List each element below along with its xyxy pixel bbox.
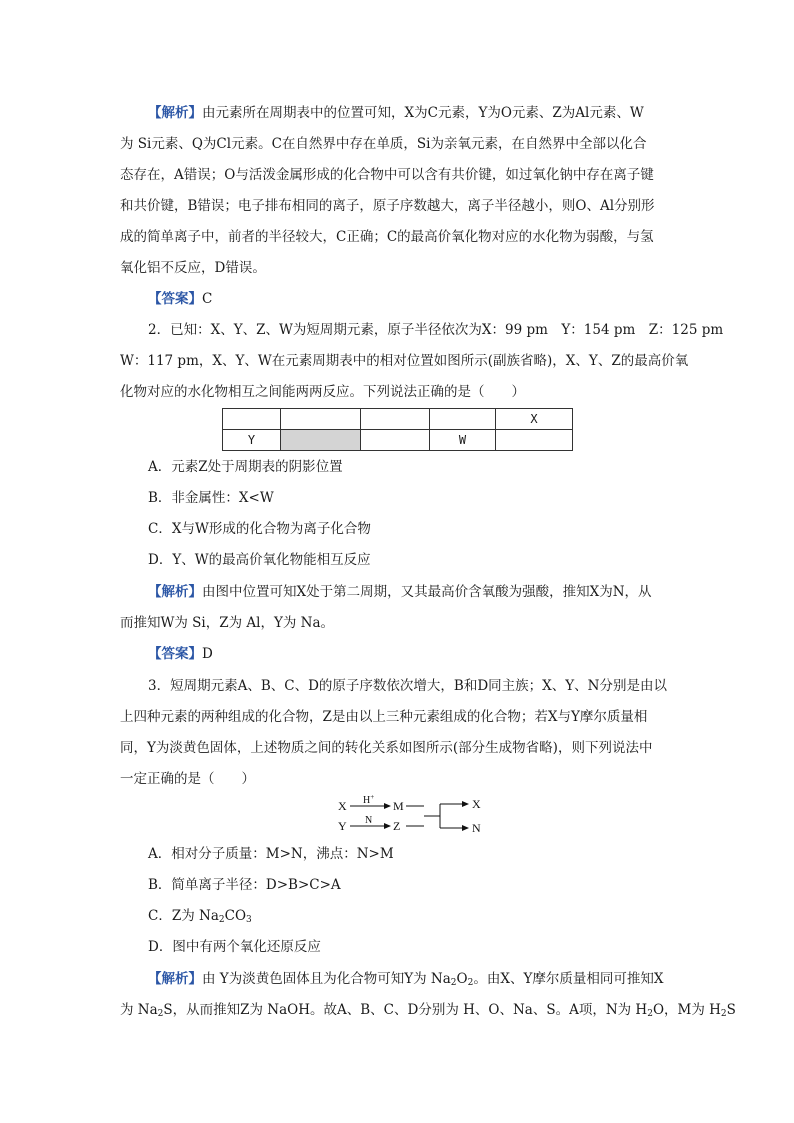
shaded-cell <box>281 430 361 451</box>
periodic-table-fragment <box>222 408 573 451</box>
table-cell: W <box>430 430 496 451</box>
table-cell: X <box>496 409 573 430</box>
table-cell: Y <box>223 430 281 451</box>
q3-stem-line-3: 同，Y为淡黄色固体，上述物质之间的转化关系如图所示(部分生成物省略)，则下列说法中 <box>120 740 653 756</box>
q1-explain-line-3: 态存在，A错误；O与活泼金属形成的化合物中可以含有共价键，如过氧化钠中存在离子键 <box>120 167 654 183</box>
q2-option-a: A．元素Z处于周期表的阴影位置 <box>148 459 343 475</box>
q3-explain-line-2: 为 $Na_2S$，从而推知Z为 NaOH。故A、B、C、D分别为 H、O、Na、S。A项，N为 $H_2O$，M为 $H_2S$ <box>120 1002 736 1019</box>
q2-option-b: B．非金属性：X<W <box>148 490 274 506</box>
q3-stem-line-4: 一定正确的是（ ） <box>120 771 255 787</box>
species-x-right: X <box>472 797 481 811</box>
q3-stem-line-2: 上四种元素的两种组成的化合物，Z是由以上三种元素组成的化合物；若X与Y摩尔质量相 <box>120 709 648 725</box>
species-y: Y <box>338 819 347 833</box>
q2-stem-line-2: W：117 pm，X、Y、W在元素周期表中的相对位置如图所示(副族省略)，X、Y、Z的最高价氧 <box>120 353 689 369</box>
table-cell <box>281 409 361 430</box>
table-cell <box>430 409 496 430</box>
arrow-label-h: H+ <box>363 794 375 806</box>
q1-explain-line-1: 【解析】由元素所在周期表中的位置可知，X为C元素，Y为O元素、Z为Al元素、W <box>148 105 644 121</box>
q2-explain-line-1: 【解析】由图中位置可知X处于第二周期，又其最高价含氧酸为强酸，推知X为N，从 <box>148 584 652 600</box>
q1-explain-line-5: 成的简单离子中，前者的半径较大，C正确；C的最高价氧化物对应的水化物为弱酸，与氢 <box>120 229 654 245</box>
q3-option-d: D．图中有两个氧化还原反应 <box>148 939 321 955</box>
q2-option-c: C．X与W形成的化合物为离子化合物 <box>148 521 371 537</box>
q3-explain-line-1: 【解析】由 Y为淡黄色固体且为化合物可知Y为 $Na_2O_2$。由X、Y摩尔质量相同可推知X <box>148 971 664 988</box>
q3-option-b: B．简单离子半径：D>B>C>A <box>148 877 341 893</box>
species-m: M <box>393 799 404 813</box>
table-cell <box>496 430 573 451</box>
q3-stem-line-1: 3．短周期元素A、B、C、D的原子序数依次增大，B和D同主族；X、Y、N分别是由以 <box>148 678 667 694</box>
q2-option-d: D．Y、W的最高价氧化物能相互反应 <box>148 552 371 568</box>
q2-stem-line-1: 2．已知：X、Y、Z、W为短周期元素，原子半径依次为X：99 pm Y：154 pm Z：125 pm <box>148 322 724 338</box>
answer-tag: 【答案】 <box>148 291 202 307</box>
q1-explain-line-6: 氧化铝不反应，D错误。 <box>120 260 266 276</box>
answer-tag: 【答案】 <box>148 646 202 662</box>
q3-option-c: C．Z为 $Na_2CO_3$ <box>148 908 252 925</box>
species-x-left: X <box>338 799 347 813</box>
explain-tag: 【解析】 <box>148 105 202 121</box>
q1-explain-line-4: 和共价键，B错误；电子排布相同的离子，原子序数越大，离子半径越小，则O、Al分别形 <box>120 198 655 214</box>
q1-explain-line-2: 为 Si元素、Q为Cl元素。C在自然界中存在单质，Si为亲氧元素，在自然界中全部以化合 <box>120 136 647 152</box>
table-cell <box>361 430 430 451</box>
q3-option-a: A．相对分子质量：M>N，沸点：N>M <box>148 846 394 862</box>
table-cell <box>361 409 430 430</box>
species-n: N <box>472 821 481 835</box>
arrow-label-n: N <box>365 815 373 826</box>
table-cell <box>223 409 281 430</box>
q2-answer: 【答案】D <box>148 646 213 662</box>
explain-tag: 【解析】 <box>148 584 202 600</box>
q2-explain-line-2: 而推知W为 Si，Z为 Al，Y为 Na。 <box>120 615 335 631</box>
explain-tag: 【解析】 <box>148 971 202 987</box>
reaction-diagram <box>336 794 496 840</box>
q1-answer: 【答案】C <box>148 291 213 307</box>
species-z: Z <box>393 819 401 833</box>
q2-stem-line-3: 化物对应的水化物相互之间能两两反应。下列说法正确的是（ ） <box>120 384 525 400</box>
